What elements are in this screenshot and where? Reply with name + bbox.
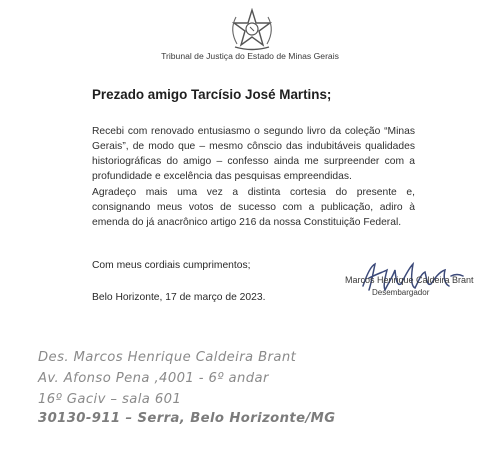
letter-closing: Com meus cordiais cumprimentos; [92,260,251,271]
stamp-line-name: Des. Marcos Henrique Caldeira Brant [38,350,297,365]
coat-of-arms-seal-icon [227,8,277,52]
signer-name: Marcos Henrique Caldeira Brant [345,275,474,285]
stamp-line-room: 16º Gaciv – sala 601 [38,392,182,407]
signer-title: Desembargador [372,288,430,297]
letter-paragraph-2: Agradeço mais uma vez a distinta cortesia do presente e, consignando meus votos de sucesso com a publicação, adiro à emenda do já anacrônico artigo 216 da nossa Constituição Federal. [92,187,415,228]
stamp-line-postal: 30130-911 – Serra, Belo Horizonte/MG [38,411,336,426]
institution-name: Tribunal de Justiça do Estado de Minas Gerais [161,51,339,61]
letter-salutation: Prezado amigo Tarcísio José Martins; [92,87,332,102]
letter-paragraph-1: Recebi com renovado entusiasmo o segundo livro da coleção “Minas Gerais”, de modo que – mesmo cônscio das indubitáveis qualidades historiográficas do amigo – confesso ainda me surpreender com a profundidade e excelência das pesquisas empreendidas. [92,126,415,182]
letter-date: Belo Horizonte, 17 de março de 2023. [92,292,266,303]
stamp-line-address: Av. Afonso Pena ,4001 - 6º andar [38,371,269,386]
